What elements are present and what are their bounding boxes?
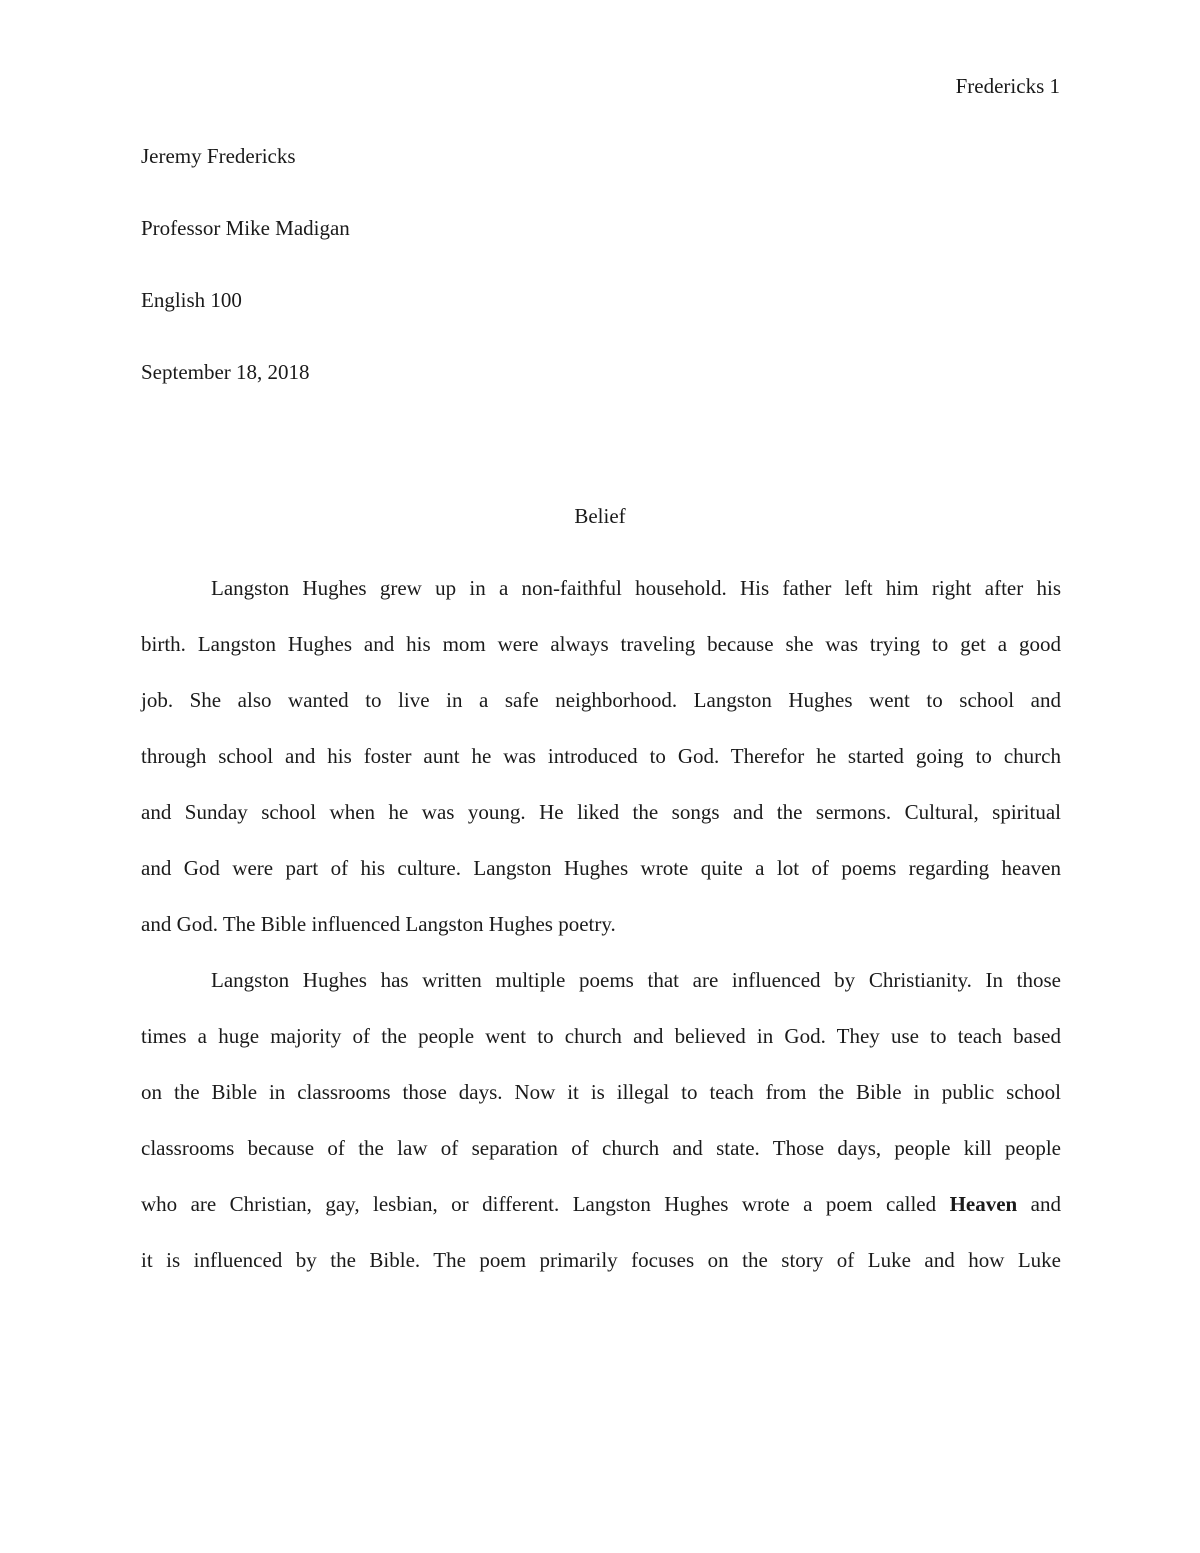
running-header: Fredericks 1 (955, 74, 1060, 98)
essay-title: Belief (574, 504, 626, 528)
paragraph-line: job. She also wanted to live in a safe neighborhood. Langston Hughes went to school and (141, 688, 1061, 712)
paragraph-line: Langston Hughes grew up in a non-faithful household. His father left him right after his (211, 576, 1061, 600)
student-name: Jeremy Fredericks (141, 144, 296, 168)
essay-body (141, 574, 1061, 1302)
paragraph-line (141, 1190, 1061, 1218)
professor-name: Professor Mike Madigan (141, 216, 350, 240)
paragraph-line: through school and his foster aunt he was introduced to God. Therefor he started going to church (141, 744, 1061, 768)
paragraph-line: times a huge majority of the people went to church and believed in God. They use to teach based (141, 1024, 1061, 1048)
paragraph-line: Langston Hughes has written multiple poems that are influenced by Christianity. In those (211, 968, 1061, 992)
course-name: English 100 (141, 288, 242, 312)
paragraph-line: and God. The Bible influenced Langston Hughes poetry. (141, 912, 616, 936)
paragraph-line: classrooms because of the law of separation of church and state. Those days, people kill people (141, 1136, 1061, 1160)
line-text: and (1017, 1192, 1061, 1216)
paragraph-line: on the Bible in classrooms those days. Now it is illegal to teach from the Bible in public school (141, 1080, 1061, 1104)
paragraph-line: and God were part of his culture. Langston Hughes wrote quite a lot of poems regarding heaven (141, 856, 1061, 880)
poem-title-bold: Heaven (949, 1192, 1018, 1216)
paragraph-line: and Sunday school when he was young. He liked the songs and the sermons. Cultural, spiritual (141, 800, 1061, 824)
paragraph-line: it is influenced by the Bible. The poem primarily focuses on the story of Luke and how Luke (141, 1248, 1061, 1272)
paragraph-line: birth. Langston Hughes and his mom were always traveling because she was trying to get a good (141, 632, 1061, 656)
mla-heading (141, 142, 1061, 430)
line-text: who are Christian, gay, lesbian, or different. Langston Hughes wrote a poem called (141, 1192, 950, 1216)
essay-date: September 18, 2018 (141, 360, 310, 384)
